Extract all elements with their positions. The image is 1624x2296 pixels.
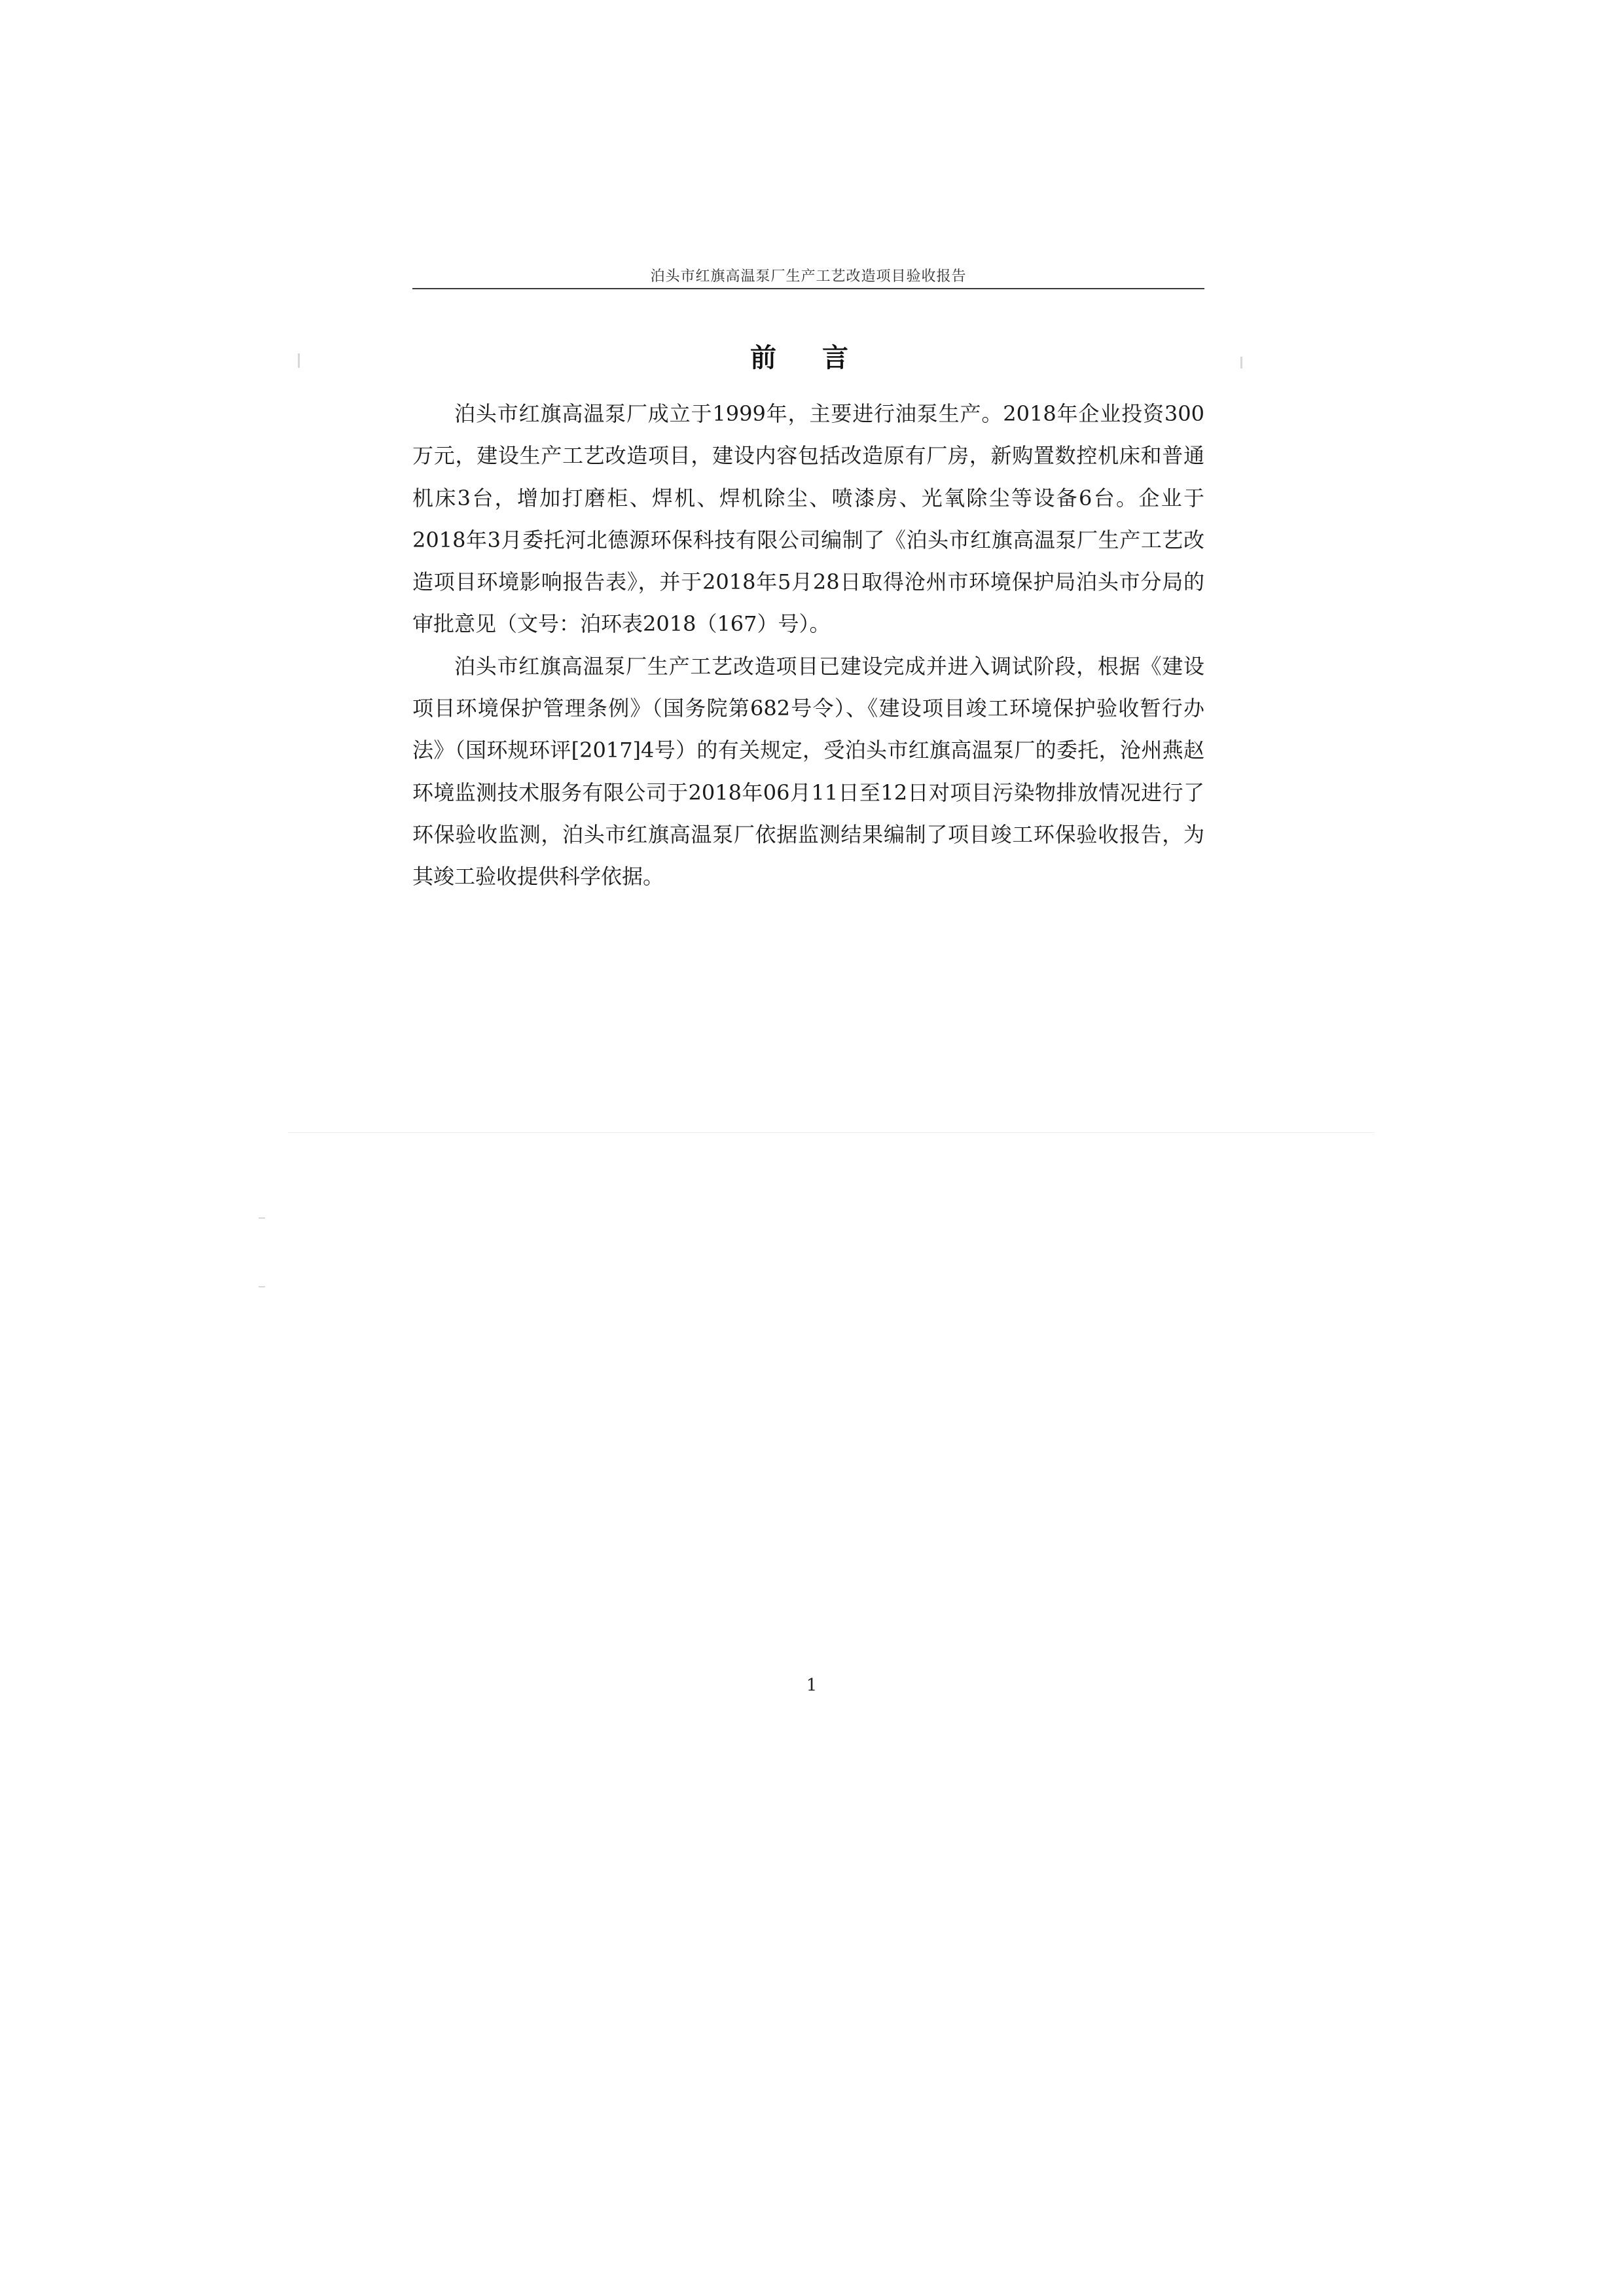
paragraph-2: 泊头市红旗高温泵厂生产工艺改造项目已建设完成并进入调试阶段，根据《建设项目环境保护管理条例》（国务院第682号令）、《建设项目竣工环境保护验收暂行办法》（国环规环评[2017]4号）的有关规定，受泊头市红旗高温泵厂的委托，沧州燕赵环境监测技术服务有限公司于2018年06月11日至12日对项目污染物排放情况进行了环保验收监测，泊头市红旗高温泵厂依据监测结果编制了项目竣工环保验收报告，为其竣工验收提供科学依据。 xyxy=(412,653,1204,889)
scan-artifact xyxy=(259,1217,265,1219)
scan-artifact xyxy=(298,353,300,368)
section-title: 前 言 xyxy=(750,342,867,373)
paragraph-1: 泊头市红旗高温泵厂成立于1999年，主要进行油泵生产。2018年企业投资300万元，建设生产工艺改造项目，建设内容包括改造原有厂房，新购置数控机床和普通机床3台，增加打磨柜、焊机、焊机除尘、喷漆房、光氧除尘等设备6台。企业于2018年3月委托河北德源环保科技有限公司编制了《泊头市红旗高温泵厂生产工艺改造项目环境影响报告表》，并于2018年5月28日取得沧州市环境保护局泊头市分局的审批意见（文号：泊环表2018（167）号）。 xyxy=(412,401,1204,637)
scan-artifact xyxy=(259,1286,265,1287)
page-number: 1 xyxy=(806,1676,818,1695)
running-header: 泊头市红旗高温泵厂生产工艺改造项目验收报告 xyxy=(650,268,967,285)
scan-artifact xyxy=(1240,357,1242,368)
header-rule xyxy=(412,288,1204,289)
body-text xyxy=(412,393,1204,898)
scan-artifact xyxy=(288,1132,1375,1133)
